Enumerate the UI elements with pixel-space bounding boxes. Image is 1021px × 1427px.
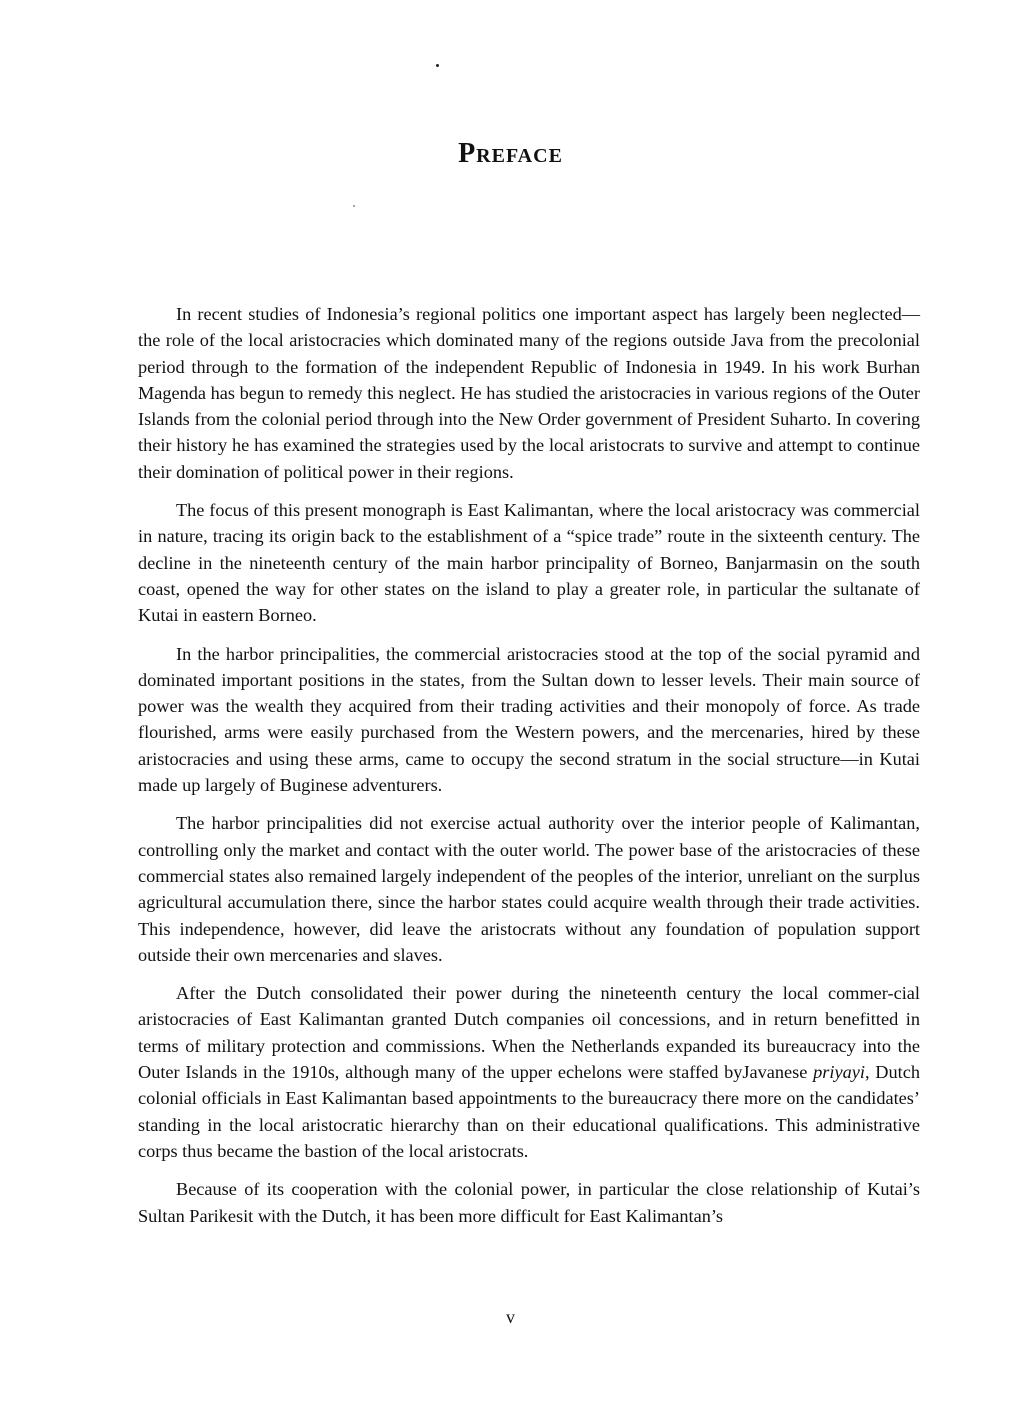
page-number: v — [506, 1307, 515, 1327]
paragraph-5-text-a: After the Dutch consolidated their power during the nineteenth century the local commer-cial aristocracies of East Kalimantan granted Dutch companies oil concessions, and in return benefitted in terms of military protection and commissions. When the Netherlands expanded its bureaucracy into the Outer Islands in the 1910s, although many of the upper echelons were staffed byJavanese — [138, 983, 920, 1083]
italic-term: priyayi — [813, 1062, 865, 1083]
scan-speck — [353, 205, 355, 207]
paragraph-6: Because of its cooperation with the colonial power, in particular the close relationship of Kutai’s Sultan Parikesit with the Dutch, it has been more difficult for East Kalimantan’s — [138, 1179, 920, 1226]
paragraph-3: In the harbor principalities, the commercial aristocracies stood at the top of the social pyramid and dominated important positions in the states, from the Sultan down to lesser levels. Their main source of power was the wealth they acquired from their trading activities and their monopoly of force. As trade flourished, arms were easily purchased from the Western powers, and the mercenaries, hired by these aristocracies and using these arms, came to occupy the second stratum in the social structure—in Kutai made up largely of Buginese adventurers. — [138, 643, 920, 796]
paragraph-1: In recent studies of Indonesia’s regional politics one important aspect has largely been neglected—the role of the local aristocracies which dominated many of the regions outside Java from the precolonial period through to the formation of the independent Republic of Indonesia in 1949. In his work Burhan Magenda has begun to remedy this neglect. He has studied the aristocracies in various regions of the Outer Islands from the colonial period through into the New Order government of President Suharto. In covering their history he has examined the strategies used by the local aristocrats to survive and attempt to continue their domination of political power in their regions. — [138, 304, 920, 482]
paragraph-4: The harbor principalities did not exercise actual authority over the interior people of Kalimantan, controlling only the market and contact with the outer world. The power base of the aristocracies of these commercial states also remained largely independent of the peoples of the interior, unreliant on the surplus agricultural accumulation there, since the harbor states could acquire wealth through their trade activities. This independence, however, did leave the aristocrats without any foundation of population support outside their own mercenaries and slaves. — [138, 813, 920, 965]
scan-speck — [436, 64, 439, 67]
paragraph-5-text-b: , Dutch colonial officials in East Kalimantan based appointments to the bureaucracy there more on the candidates’ standing in the local aristocratic hierarchy than on their educational qualifications. This administrative corps thus became the bastion of the local aristocrats. — [138, 1062, 920, 1161]
body-text — [138, 301, 920, 1241]
paragraph-5 — [138, 980, 920, 1164]
paragraph-2: The focus of this present monograph is East Kalimantan, where the local aristocracy was commercial in nature, tracing its origin back to the establishment of a “spice trade” route in the sixteenth century. The decline in the nineteenth century of the main harbor principality of Borneo, Banjarmasin on the south coast, opened the way for other states on the island to play a greater role, in particular the sultanate of Kutai in eastern Borneo. — [138, 500, 920, 626]
page-title: Preface — [458, 138, 563, 169]
